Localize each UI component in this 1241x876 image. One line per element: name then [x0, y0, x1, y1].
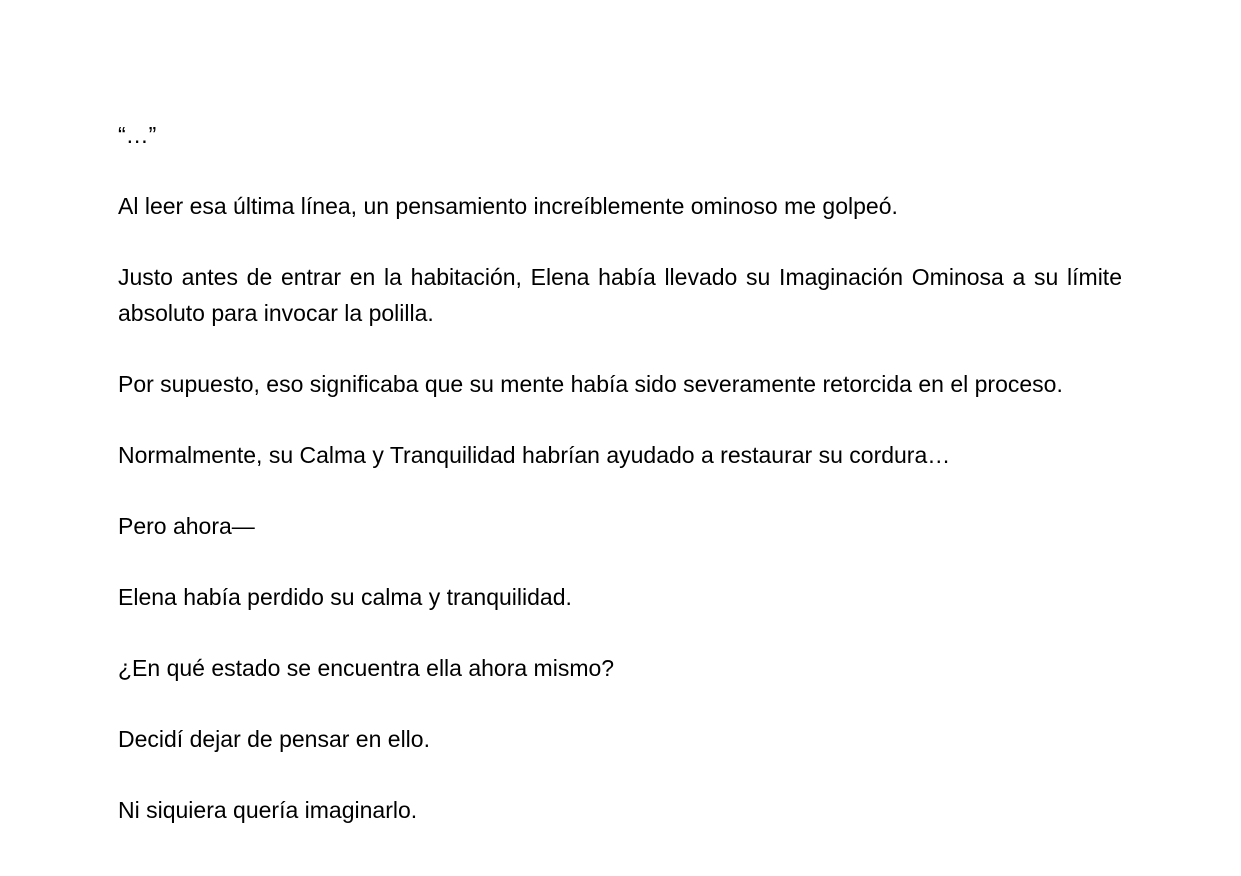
paragraph: Ni siquiera quería imaginarlo.: [118, 797, 418, 823]
paragraph: Justo antes de entrar en la habitación, Elena había llevado su Imaginación Ominosa a su límite absoluto para invocar la polilla.: [118, 264, 1122, 326]
paragraph: Decidí dejar de pensar en ello.: [118, 726, 430, 752]
paragraph: Pero ahora—: [118, 513, 255, 539]
paragraph-ellipsis-quote: “…”: [118, 122, 157, 148]
paragraph: Al leer esa última línea, un pensamiento increíblemente ominoso me golpeó.: [118, 193, 898, 219]
paragraph: Por supuesto, eso significaba que su mente había sido severamente retorcida en el proceso.: [118, 371, 1063, 397]
document-body: [118, 117, 1122, 828]
paragraph: ¿En qué estado se encuentra ella ahora mismo?: [118, 655, 615, 681]
paragraph: Normalmente, su Calma y Tranquilidad habrían ayudado a restaurar su cordura…: [118, 442, 951, 468]
paragraph: Elena había perdido su calma y tranquilidad.: [118, 584, 572, 610]
